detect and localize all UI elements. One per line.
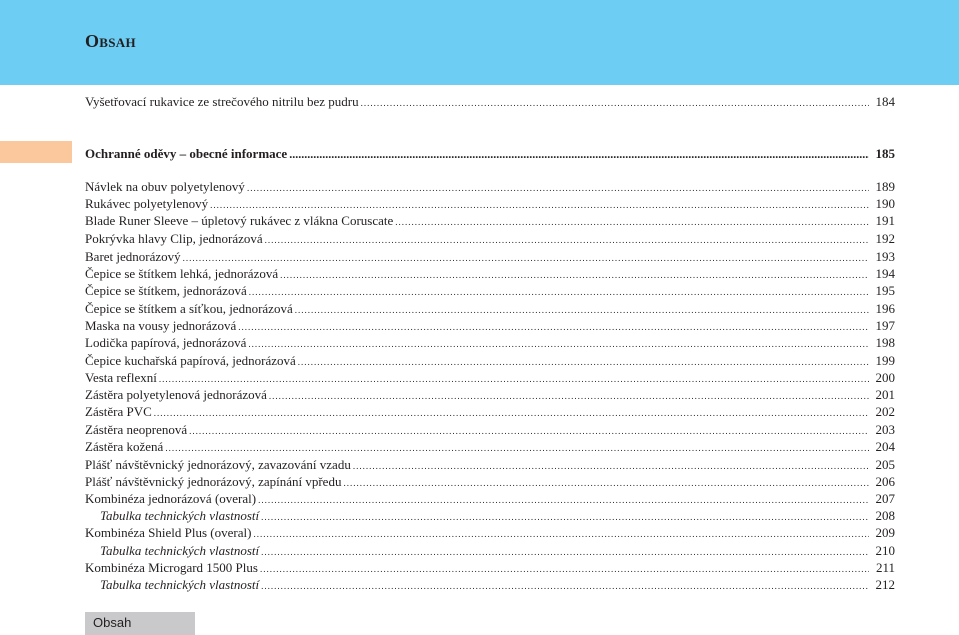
toc-entry-page: 200 — [875, 370, 895, 385]
toc-entry-page: 204 — [875, 439, 895, 454]
toc-entry-page: 192 — [875, 231, 895, 246]
toc-entry[interactable] — [85, 282, 895, 300]
toc-entry-page: 211 — [875, 560, 895, 575]
toc-entry[interactable] — [85, 403, 895, 421]
footer-label: Obsah — [93, 615, 132, 630]
toc-entry-title: Čepice se štítkem a síťkou, jednorázová — [85, 301, 293, 316]
toc-leader-dots — [165, 439, 869, 457]
toc-entry[interactable] — [85, 386, 895, 404]
toc-leader-dots — [265, 231, 869, 249]
toc-entry-title: Vesta reflexní — [85, 370, 157, 385]
toc-entry[interactable] — [85, 230, 895, 248]
toc-entry-title: Kombinéza jednorázová (overal) — [85, 491, 257, 506]
toc-entry[interactable] — [85, 473, 895, 491]
toc-entry-page: 194 — [875, 266, 895, 281]
toc-entry-title: Pokrývka hlavy Clip, jednorázová — [85, 231, 263, 246]
toc-entry[interactable] — [85, 317, 895, 335]
toc-entry-title: Rukávec polyetylenový — [85, 196, 209, 211]
toc-entry-page: 206 — [875, 474, 895, 489]
toc-entry[interactable] — [85, 369, 895, 387]
header-band — [0, 0, 959, 85]
toc-entry-page: 193 — [875, 249, 895, 264]
toc-subentry[interactable] — [100, 507, 895, 525]
toc-entry-page: 201 — [875, 387, 895, 402]
toc-entry-title: Plášť návštěvnický jednorázový, zavazování vzadu — [85, 457, 351, 472]
toc-entry-title: Tabulka technických vlastností — [100, 543, 260, 558]
toc-entry-page: 210 — [875, 543, 895, 558]
toc-subentry[interactable] — [100, 576, 895, 594]
toc-entry[interactable] — [85, 300, 895, 318]
toc-leader-dots — [248, 335, 869, 353]
toc-leader-dots — [253, 525, 869, 543]
toc-entry-page: 197 — [875, 318, 895, 333]
toc-entry-page: 185 — [875, 146, 895, 161]
toc-entry[interactable] — [85, 438, 895, 456]
toc-leader-dots — [361, 94, 869, 112]
toc-entry-title: Kombinéza Shield Plus (overal) — [85, 525, 252, 540]
toc-entry[interactable] — [85, 334, 895, 352]
toc-entry-page: 199 — [875, 353, 895, 368]
toc-entry[interactable] — [85, 248, 895, 266]
toc-entry-page: 189 — [875, 179, 895, 194]
toc-entry-page: 203 — [875, 422, 895, 437]
toc-entry-title: Čepice se štítkem, jednorázová — [85, 283, 247, 298]
toc-entry[interactable] — [85, 421, 895, 439]
toc-leader-dots — [249, 283, 869, 301]
toc-entry[interactable] — [85, 352, 895, 370]
toc-entry-page: 195 — [875, 283, 895, 298]
section-marker — [0, 141, 72, 163]
toc-leader-dots — [395, 213, 869, 231]
toc-entry-page: 190 — [875, 196, 895, 211]
toc-entry-page: 205 — [875, 457, 895, 472]
toc-leader-dots — [261, 577, 869, 595]
toc-entry-title: Kombinéza Microgard 1500 Plus — [85, 560, 258, 575]
toc-entry-page: 196 — [875, 301, 895, 316]
toc-entry-page: 202 — [875, 404, 895, 419]
toc-entry-title: Zástěra neoprenová — [85, 422, 188, 437]
toc-leader-dots — [154, 404, 869, 422]
toc-entry[interactable] — [85, 195, 895, 213]
toc-entry-title: Návlek na obuv polyetylenový — [85, 179, 245, 194]
toc-entry-page: 208 — [875, 508, 895, 523]
toc-entry-page: 184 — [875, 94, 895, 109]
toc-subentry[interactable] — [100, 542, 895, 560]
toc-entry-title: Tabulka technických vlastností — [100, 577, 260, 592]
toc-entry-title: Maska na vousy jednorázová — [85, 318, 237, 333]
toc-entry-title: Tabulka technických vlastností — [100, 508, 260, 523]
page-title: Obsah — [85, 31, 136, 51]
toc-entry-title: Zástěra kožená — [85, 439, 164, 454]
toc-entry-page: 191 — [875, 213, 895, 228]
toc-entry-page: 212 — [875, 577, 895, 592]
toc-entry[interactable] — [85, 559, 895, 577]
toc-entry-title: Čepice se štítkem lehká, jednorázová — [85, 266, 279, 281]
toc-entry-title: Ochranné oděvy – obecné informace — [85, 146, 288, 161]
toc-entry[interactable] — [85, 456, 895, 474]
toc-entry[interactable] — [85, 212, 895, 230]
toc-entry-title: Zástěra PVC — [85, 404, 152, 419]
toc-entry-title: Baret jednorázový — [85, 249, 181, 264]
toc-entry-title: Čepice kuchařská papírová, jednorázová — [85, 353, 296, 368]
toc-entry-title: Plášť návštěvnický jednorázový, zapínání vpředu — [85, 474, 342, 489]
toc-entry[interactable] — [85, 265, 895, 283]
toc-entry-title: Vyšetřovací rukavice ze strečového nitrilu bez pudru — [85, 94, 359, 109]
toc-leader-dots — [289, 145, 869, 163]
toc-entry[interactable] — [85, 178, 895, 196]
toc-entry-title: Zástěra polyetylenová jednorázová — [85, 387, 267, 402]
toc-entry-page: 209 — [875, 525, 895, 540]
toc-entry-title: Lodička papírová, jednorázová — [85, 335, 247, 350]
toc-entry-page: 198 — [875, 335, 895, 350]
toc-entry[interactable] — [85, 524, 895, 542]
toc-entry[interactable] — [85, 93, 895, 111]
footer-label-box — [85, 612, 195, 635]
toc-section-heading[interactable] — [85, 145, 895, 163]
toc-entry-title: Blade Runer Sleeve – úpletový rukávec z vlákna Coruscate — [85, 213, 394, 228]
toc-entry-page: 207 — [875, 491, 895, 506]
toc-entry[interactable] — [85, 490, 895, 508]
